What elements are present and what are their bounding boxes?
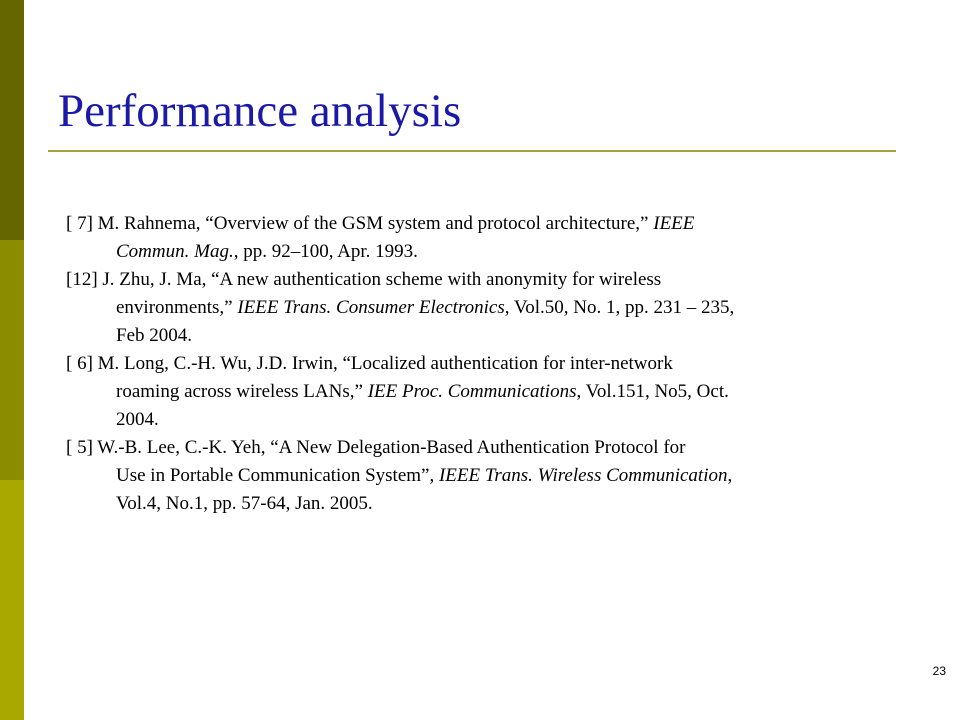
ref-text: Use in Portable Communication System”,	[116, 465, 439, 486]
left-accent-bar-top	[0, 0, 24, 240]
ref-text: [ 6] M. Long, C.-H. Wu, J.D. Irwin, “Localized authentication for inter-network	[66, 353, 673, 374]
ref-text: ,	[727, 465, 733, 486]
reference-item	[66, 266, 906, 350]
title-underline	[48, 150, 896, 152]
ref-journal: IEEE Trans. Wireless Communication	[438, 465, 728, 486]
ref-text: , Vol.151, No5, Oct.	[576, 381, 729, 402]
ref-continuation	[116, 378, 906, 406]
ref-text: [ 5] W.-B. Lee, C.-K. Yeh, “A New Delegation-Based Authentication Protocol for	[66, 437, 686, 458]
ref-journal: IEEE	[653, 213, 695, 234]
ref-continuation	[116, 238, 906, 266]
ref-continuation	[116, 294, 906, 322]
ref-continuation: Feb 2004.	[116, 325, 192, 346]
ref-text: environments,”	[116, 297, 238, 318]
ref-journal: IEEE Trans. Consumer Electronics	[237, 297, 505, 318]
reference-item	[66, 210, 906, 266]
ref-journal: IEE Proc. Communications	[367, 381, 577, 402]
ref-text: , pp. 92–100, Apr. 1993.	[233, 241, 418, 262]
ref-continuation: Vol.4, No.1, pp. 57-64, Jan. 2005.	[116, 493, 373, 514]
slide-title: Performance analysis	[58, 85, 462, 137]
page-number: 23	[932, 664, 946, 678]
ref-continuation	[116, 462, 906, 490]
left-accent-bar-middle	[0, 240, 24, 480]
ref-journal: Commun. Mag.	[116, 241, 234, 262]
ref-continuation: 2004.	[116, 409, 159, 430]
reference-item	[66, 434, 906, 518]
ref-text: [12] J. Zhu, J. Ma, “A new authentication scheme with anonymity for wireless	[66, 269, 662, 290]
ref-text: roaming across wireless LANs,”	[116, 381, 368, 402]
reference-item	[66, 350, 906, 434]
ref-text: , Vol.50, No. 1, pp. 231 – 235,	[504, 297, 735, 318]
left-accent-bar-bottom	[0, 480, 24, 720]
reference-list	[66, 210, 906, 518]
ref-text: [ 7] M. Rahnema, “Overview of the GSM system and protocol architecture,”	[66, 213, 654, 234]
